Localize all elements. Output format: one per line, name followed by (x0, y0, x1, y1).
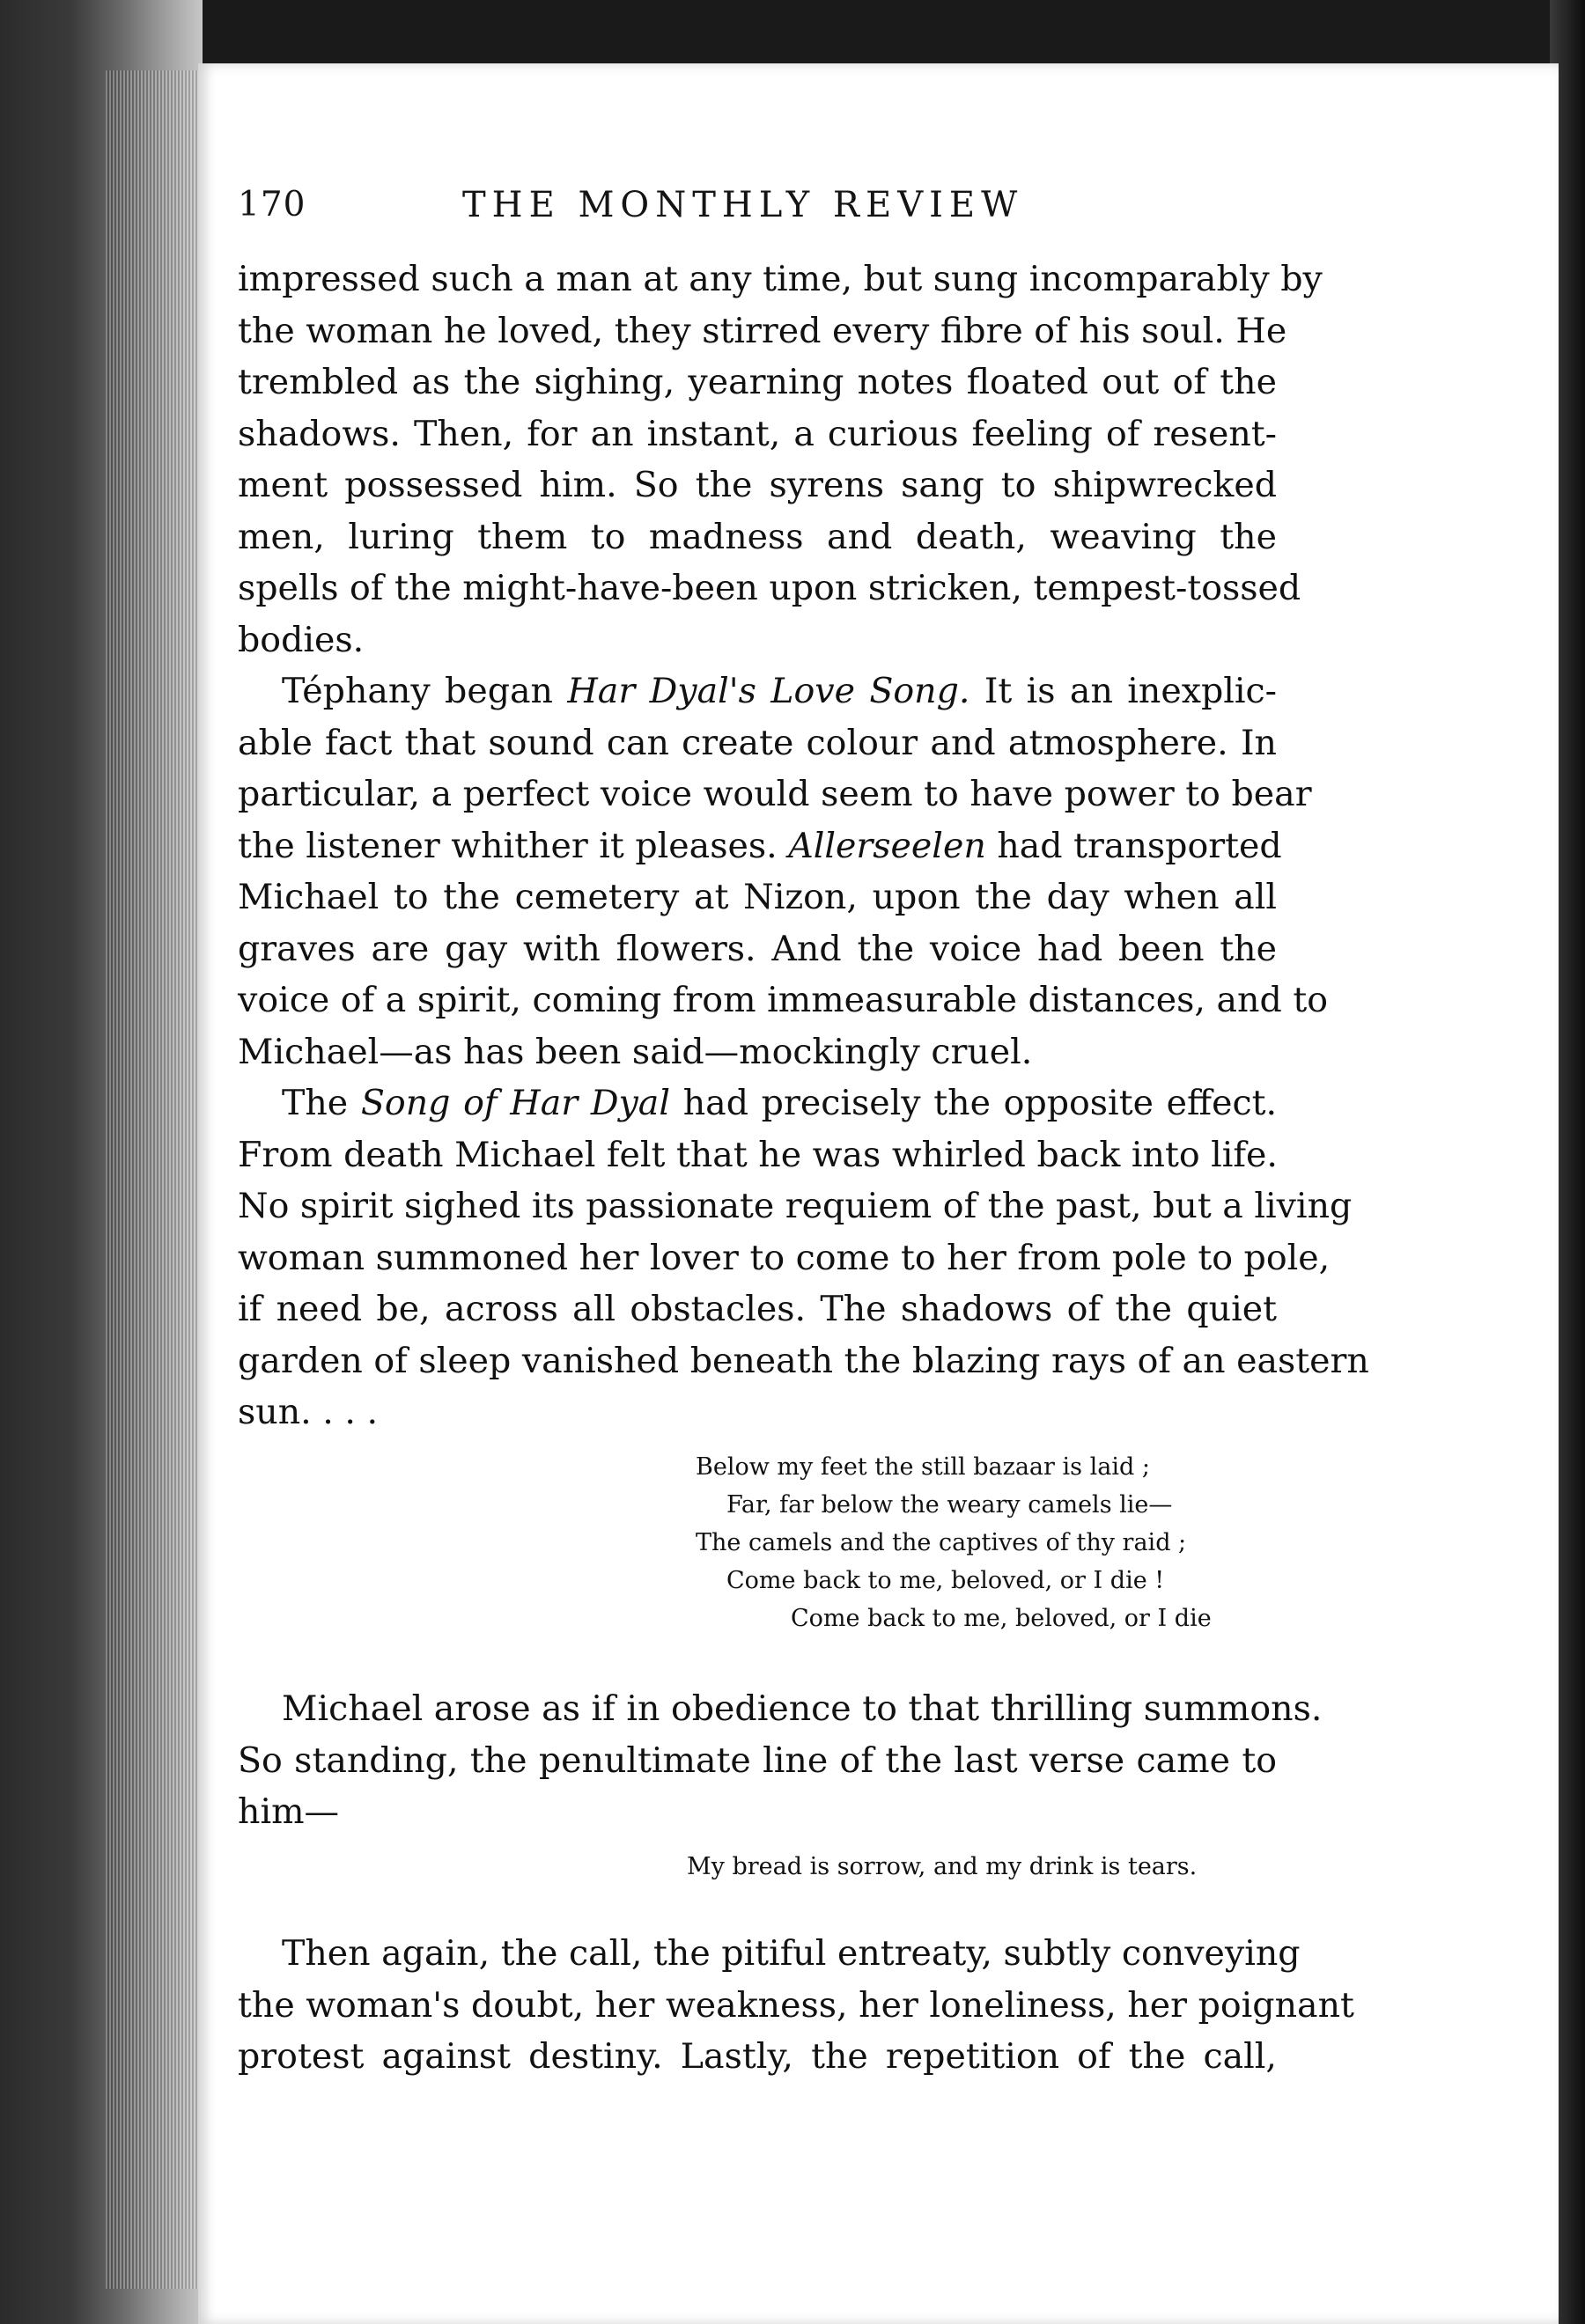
text-line (238, 666, 1277, 717)
song-title: Allerseelen (788, 825, 986, 866)
text-line: men, luring them to madness and death, weaving the (238, 516, 1277, 557)
text-line: sun. . . . (238, 1392, 379, 1432)
text-line: voice of a spirit, coming from immeasurable distances, and to (238, 980, 1328, 1020)
text-line: him— (238, 1791, 340, 1832)
page-header (238, 185, 1268, 238)
body-text (238, 254, 1369, 1438)
text-line: garden of sleep vanished beneath the blazing rays of an eastern (238, 1340, 1369, 1381)
text-line: particular, a perfect voice would seem to have power to bear (238, 774, 1312, 814)
text-line: No spirit sighed its passionate requiem of the past, but a living (238, 1186, 1353, 1226)
text-line: able fact that sound can create colour and atmosphere. In (238, 722, 1277, 763)
running-title: THE MONTHLY REVIEW (462, 185, 1024, 225)
verse-line: Far, far below the weary camels lie— (726, 1491, 1173, 1519)
book-fore-edge-left (0, 0, 203, 2324)
text-run: It is an inexplic- (969, 671, 1278, 711)
text-line: the woman he loved, they stirred every fibre of his soul. He (238, 310, 1287, 351)
text-run: the listener whither it pleases. (238, 825, 789, 866)
text-run: Téphany began (282, 671, 568, 711)
text-line: trembled as the sighing, yearning notes floated out of the (238, 362, 1277, 402)
verse-line: Below my feet the still bazaar is laid ; (696, 1453, 1150, 1481)
text-line: impressed such a man at any time, but sung incomparably by (238, 259, 1323, 299)
text-line (238, 820, 1282, 872)
text-run: The (282, 1083, 361, 1123)
text-line (238, 1077, 1277, 1129)
text-line: Then again, the call, the pitiful entreaty, subtly conveying (282, 1933, 1301, 1974)
text-run: had precisely the opposite effect. (670, 1083, 1278, 1123)
verse-line: Come back to me, beloved, or I die (791, 1605, 1212, 1632)
text-line: So standing, the penultimate line of the last verse came to (238, 1739, 1277, 1781)
song-title: Har Dyal's Love Song. (567, 671, 970, 711)
text-line: woman summoned her lover to come to her from pole to pole, (238, 1237, 1331, 1278)
page-number: 170 (238, 185, 306, 224)
text-line: graves are gay with flowers. And the voice had been the (238, 928, 1277, 969)
text-line: spells of the might-have-been upon stricken, tempest-tossed (238, 568, 1301, 608)
verse-line: My bread is sorrow, and my drink is tears. (687, 1853, 1198, 1880)
text-line: ment possessed him. So the syrens sang to shipwrecked (238, 465, 1277, 505)
text-line: From death Michael felt that he was whirled back into life. (238, 1134, 1278, 1175)
text-line: bodies. (238, 619, 365, 660)
text-run: had transported (985, 825, 1282, 866)
verse-line: Come back to me, beloved, or I die ! (726, 1567, 1165, 1594)
body-text (238, 1928, 1354, 2083)
text-line: if need be, across all obstacles. The shadows of the quiet (238, 1289, 1277, 1329)
text-line: Michael—as has been said—mockingly cruel. (238, 1031, 1033, 1072)
song-title: Song of Har Dyal (360, 1083, 670, 1123)
text-line: protest against destiny. Lastly, the repetition of the call, (238, 2036, 1277, 2077)
text-line: Michael to the cemetery at Nizon, upon the day when all (238, 877, 1277, 917)
text-line: the woman's doubt, her weakness, her loneliness, her poignant (238, 1984, 1354, 2026)
body-text (238, 1683, 1323, 1838)
text-line: Michael arose as if in obedience to that thrilling summons. (282, 1688, 1323, 1729)
text-line: shadows. Then, for an instant, a curious feeling of resent- (238, 413, 1277, 454)
verse-line: The camels and the captives of thy raid ; (696, 1529, 1187, 1556)
